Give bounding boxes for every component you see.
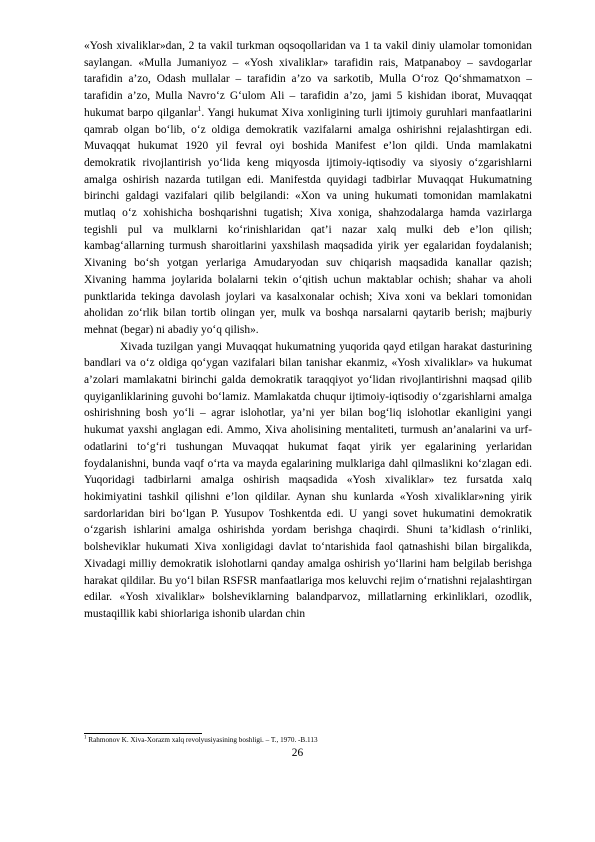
- paragraph-2: Xivada tuzilgan yangi Muvaqqat hukumatning yuqorida qayd etilgan harakat dasturining bandlari va o‘z oldiga qo‘ygan vazifalari bilan tanishar ekanmiz, «Yosh xivaliklar» va hukumat a’zolari mamlakatni birinchi galda demokratik taraqqiyot yo‘lidan rivojlantirishni maqsad qilib quyiganliklarining guvohi bo‘lamiz. Mamlakatda chuqur ijtimoiy-iqtisodiy o‘zgarishlarni amalga oshirishning bosh yo‘li – agrar islohotlar, ya’ni yer bilan bog‘liq islohotlar ekanligini yangi hukumat yaxshi anglagan edi. Ammo, Xiva aholisining mentaliteti, turmush an’analarini va urf-odatlarini to‘g‘ri tushungan Muvaqqat hukumat faqat yirik yer egalarining yerlaridan foydalanishni, bunda vaqf o‘rta va mayda egalarining mulklariga dahl qilmaslikni ko‘zlagan edi. Yuqoridagi tadbirlarni amalga oshirish maqsadida «Yosh xivaliklar» tez fursatda xalq hokimiyatini tashkil qilishni e’lon qildilar. Aynan shu kunlarda «Yosh xivaliklar»ning yirik sardorlaridan biri bo‘lgan P. Yusupov Toshkentda edi. U yangi sovet hukumatini demokratik o‘zgarish ishlarini amalga oshirishda yordam berishga chaqirdi. Shuni ta’kidlash o‘rinliki, bolsheviklar hukumati Xiva xonligidagi davlat to‘ntarishida faol qatnashishi bilan birgalikda, Xivadagi milliy demokratik islohotlarni qanday amalga oshirish yo‘llarini ham belgilab berishga harakat qildilar. Bu yo‘l bilan RSFSR manfaatlariga mos keluvchi rejim o‘rnatishni rejalashtirgan edilar. «Yosh xivaliklar» bolsheviklarning balandparvoz, millatlarning erkinliklari, ozodlik, mustaqillik kabi shiorlariga ishonib ulardan chin: [84, 340, 532, 620]
- footnote-divider: [84, 733, 202, 734]
- page-number: 26: [291, 747, 304, 759]
- paragraph-1-start: «Yosh xivaliklar»dan, 2 ta vakil turkman oqsoqollaridan va 1 ta vakil diniy ulamolar tomonidan saylangan. «Mulla Jumaniyoz – «Yosh xivaliklar» tarafidin rais, Matpanaboy – savdogarlar tarafidin a’zo, Odash mullalar – tarafidin a’zo va sarkotib, Mulla O‘roz Qo‘shmamatxon – tarafidin a’zo, Mulla Navro‘z G‘ulom Ali – tarafidin a’zo, jami 5 kishidan iborat, Muvaqqat hukumat barpo qilganlar: [84, 40, 532, 119]
- footnote: [84, 736, 532, 745]
- footnote-number: 1: [84, 735, 87, 741]
- paragraph-1-end: . Yangi hukumat Xiva xonligining turli ijtimoiy guruhlari manfaatlarini qamrab olgan bo‘lib, o‘z oldiga demokratik vazifalarni amalga oshirishni rejalashtirgan edi. Muvaqqat hukumat 1920 yil fevral oyi boshida Manifest e’lon qildi. Unda mamlakatni demokratik rivojlantirish yo‘lida keng miqyosda ijtimoiy-iqtisodiy va siyosiy o‘zgarishlarni amalga oshirish nazarda tutilgan edi. Manifestda quyidagi tadbirlar Muvaqqat Hukumatning birinchi galdagi vazifalari qilib belgilandi: «Xon va uning hukumati tomonidan mamlakatni mutlaq o‘z xohishicha boshqarishni tugatish; Xiva xoniga, shahzodalarga hamda vazirlarga tegishli pul va mulklarni ko‘rinishlaridan qat’i nazar xalq mulki deb e’lon qilish; kambag‘allarning turmush sharoitlarini yaxshilash maqsadida yirik yer egalaridan foydalanish; Xivaning bo‘sh yotgan yerlariga Amudaryodan suv chiqarish maqsadida kanallar qazish; Xivaning hamma joylarida bolalarni tekin o‘qitish uchun maktablar ochish; shahar va aholi punktlarida tekinga davolash joylari va kasalxonalar ochish; Xiva xoni va beklari tomonidan aholidan zo‘rlik bilan tortib olingan yer, mulk va boshqa narsalarni qaytarib berish; majburiy mehnat (begar) ni abadiy yo‘q qilish».: [84, 106, 532, 336]
- footnote-reference[interactable]: 1: [197, 104, 202, 114]
- footnote-text: Rahmonov K. Xiva-Xorazm xalq revolyusiyasining boshligi. – T., 1970. -B.113: [86, 736, 318, 744]
- page-body: [84, 38, 532, 623]
- paragraph-1: [84, 38, 532, 339]
